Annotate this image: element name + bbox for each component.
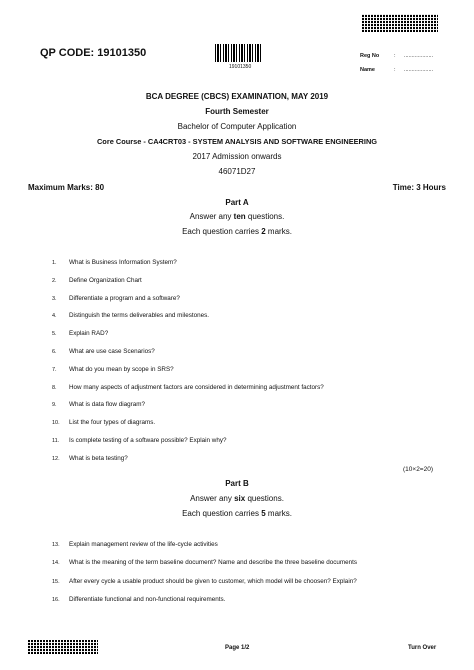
- part-a-heading: Part A: [225, 198, 249, 207]
- paper-code: 46071D27: [218, 167, 256, 176]
- barcode-number: 19101350: [229, 64, 252, 70]
- question-text: Define Organization Chart: [69, 276, 142, 284]
- question-text: Distinguish the terms deliverables and milestones.: [69, 312, 209, 320]
- qr-code-top: [362, 14, 438, 32]
- part-a-instruction-2: Each question carries 2 marks.: [182, 227, 292, 236]
- question-row: [52, 455, 128, 462]
- question-number: 10.: [52, 420, 60, 427]
- reg-no-label: Reg No: [360, 53, 380, 59]
- question-row: [52, 437, 227, 444]
- barcode-footer: [28, 640, 98, 654]
- question-number: 8.: [52, 384, 57, 391]
- course-title: Core Course - CA4CRT03 - SYSTEM ANALYSIS AND SOFTWARE ENGINEERING: [96, 137, 378, 146]
- question-row: [52, 578, 357, 585]
- question-number: 5.: [52, 331, 57, 338]
- question-number: 9.: [52, 402, 57, 409]
- question-row: [52, 330, 108, 337]
- part-b-instruction-1: Answer any six questions.: [190, 494, 284, 503]
- time: Time: 3 Hours: [392, 183, 446, 192]
- question-number: 16.: [52, 596, 60, 603]
- question-text: What do you mean by scope in SRS?: [69, 365, 174, 373]
- question-text: Differentiate functional and non-functional requirements.: [69, 595, 226, 603]
- max-marks: Maximum Marks: 80: [28, 183, 105, 192]
- question-text: How many aspects of adjustment factors are considered in determining adjustment factors?: [69, 383, 324, 391]
- question-row: [52, 277, 142, 284]
- question-number: 3.: [52, 295, 57, 302]
- page-number: Page 1/2: [225, 645, 250, 651]
- question-number: 2.: [52, 277, 57, 284]
- question-row: [52, 401, 145, 408]
- question-row: [52, 596, 225, 603]
- question-row: [52, 366, 174, 373]
- question-number: 4.: [52, 313, 57, 320]
- question-row: [52, 541, 218, 548]
- question-text: List the four types of diagrams.: [69, 419, 156, 427]
- reg-no-field: ...................: [404, 53, 434, 59]
- question-row: [52, 384, 324, 391]
- question-number: 12.: [52, 455, 60, 462]
- question-row: [52, 259, 177, 266]
- part-b-instruction-2: Each question carries 5 marks.: [182, 509, 292, 518]
- degree: Bachelor of Computer Application: [177, 122, 297, 131]
- question-number: 15.: [52, 578, 60, 585]
- reg-no-colon: :: [394, 53, 396, 59]
- question-text: Differentiate a program and a software?: [69, 294, 180, 302]
- question-text: What is beta testing?: [69, 454, 128, 462]
- name-field: ...................: [404, 67, 434, 73]
- question-text: What is the meaning of the term baseline document? Name and describe the three baseline documents: [69, 559, 358, 567]
- question-text: Explain RAD?: [69, 330, 109, 338]
- question-text: Is complete testing of a software possible? Explain why?: [69, 437, 227, 444]
- question-text: Explain management review of the life-cycle activities: [69, 541, 218, 548]
- question-number: 11.: [52, 438, 60, 444]
- admission: 2017 Admission onwards: [192, 152, 282, 161]
- question-text: What is data flow diagram?: [69, 401, 145, 409]
- barcode: [215, 44, 262, 62]
- name-colon: :: [394, 67, 396, 73]
- question-text: After every cycle a usable product should be given to customer, which model will be choosen? Explain?: [69, 577, 357, 585]
- question-text: What are use case Scenarios?: [69, 348, 155, 355]
- question-number: 13.: [52, 542, 60, 548]
- semester: Fourth Semester: [205, 107, 269, 116]
- question-number: 1.: [52, 260, 57, 266]
- question-number: 6.: [52, 349, 57, 355]
- part-a-allocation: (10×2=20): [403, 466, 433, 473]
- exam-title: BCA DEGREE (CBCS) EXAMINATION, MAY 2019: [145, 92, 329, 101]
- question-row: [52, 312, 209, 319]
- question-row: [52, 295, 180, 302]
- turn-over: Turn Over: [408, 645, 437, 651]
- question-row: [52, 419, 155, 426]
- question-number: 14.: [52, 560, 60, 567]
- question-number: 7.: [52, 366, 57, 373]
- part-a-instruction-1: Answer any ten questions.: [189, 212, 285, 221]
- name-label: Name: [360, 67, 375, 73]
- question-row: [52, 559, 357, 566]
- part-b-heading: Part B: [225, 479, 249, 488]
- question-row: [52, 348, 155, 355]
- question-text: What is Business Information System?: [69, 259, 177, 266]
- qp-code: QP CODE: 19101350: [40, 47, 147, 59]
